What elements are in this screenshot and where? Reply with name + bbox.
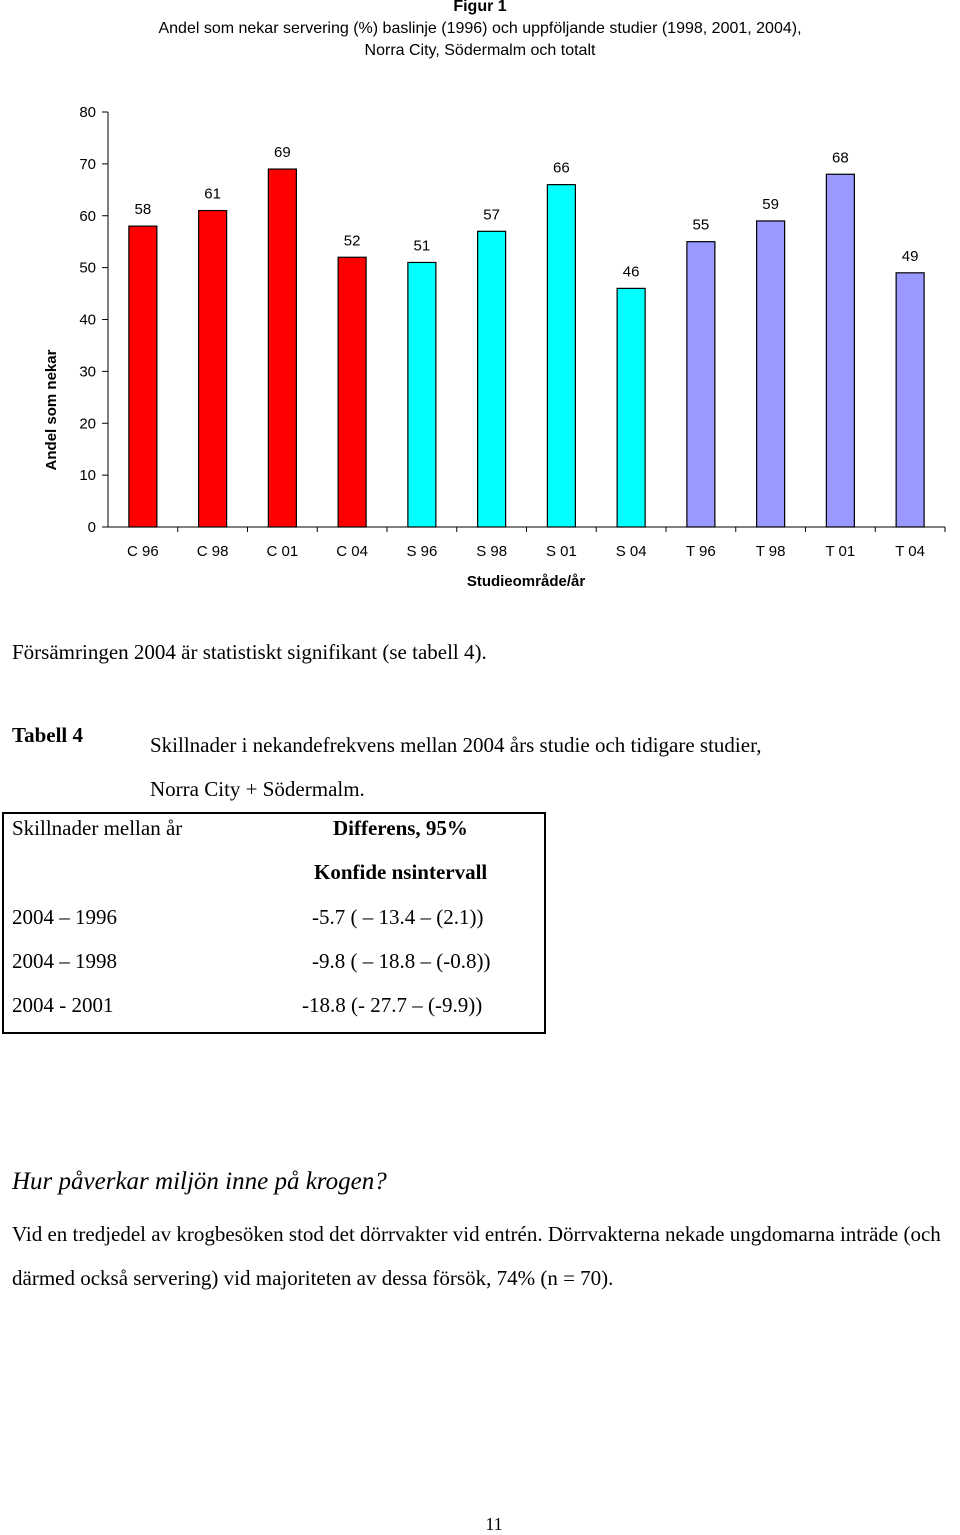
y-tick-label: 0 xyxy=(87,519,96,536)
bar xyxy=(687,242,715,527)
bar-chart xyxy=(0,95,960,605)
y-tick-label: 10 xyxy=(79,467,96,485)
bar xyxy=(757,221,785,527)
x-tick-label: S 01 xyxy=(545,543,577,560)
row-diff: -9.8 ( – 18.8 – (-0.8)) xyxy=(312,949,491,973)
data-labels xyxy=(135,144,919,280)
x-tick-label: T 96 xyxy=(686,543,716,560)
data-label: 49 xyxy=(901,247,919,265)
figure-title-line1: Andel som nekar servering (%) baslinje (1996) och uppföljande studier (1998, 2001, 2004), xyxy=(158,20,802,37)
y-tick-label: 70 xyxy=(79,155,96,173)
data-label: 69 xyxy=(274,144,291,162)
bar xyxy=(129,226,157,527)
x-tick-label: T 04 xyxy=(895,543,925,560)
data-label: 52 xyxy=(343,232,361,250)
data-label: 51 xyxy=(413,237,431,255)
data-label: 58 xyxy=(134,201,152,219)
y-tick-label: 50 xyxy=(79,259,96,277)
bar xyxy=(826,174,854,527)
bars xyxy=(129,169,924,527)
data-label: 59 xyxy=(762,195,779,213)
y-axis-title: Andel som nekar xyxy=(43,349,60,471)
x-tick-label: C 04 xyxy=(336,543,368,560)
section-text: Vid en tredjedel av krogbesöken stod det dörrvakter vid entrén. Dörrvakterna nekade ungdomarna inträde (och därmed också servering) vid majoriteten av dessa försök, 74% (n = 70). xyxy=(12,1222,941,1290)
x-tick-label: C 98 xyxy=(196,543,229,560)
data-label: 66 xyxy=(553,159,570,177)
page-number: 11 xyxy=(485,1514,503,1534)
figure-label: Figur 1 xyxy=(453,0,507,15)
bar xyxy=(408,262,436,527)
y-tick-label: 40 xyxy=(79,311,96,329)
data-label: 68 xyxy=(832,149,849,167)
figure-title-line2: Norra City, Södermalm och totalt xyxy=(364,42,596,59)
x-tick-label: S 98 xyxy=(476,543,508,560)
row-diff: -18.8 (- 27.7 – (-9.9)) xyxy=(302,993,483,1017)
data-label: 57 xyxy=(483,206,500,224)
y-tick-label: 20 xyxy=(79,415,96,433)
row-years: 2004 – 1996 xyxy=(12,905,117,929)
bar xyxy=(199,211,227,527)
y-tick-label: 80 xyxy=(79,104,96,121)
section-heading: Hur påverkar miljön inne på krogen? xyxy=(12,1168,387,1195)
header-years: Skillnader mellan år xyxy=(12,816,183,840)
table-caption xyxy=(150,723,761,811)
difference-table xyxy=(2,812,546,1034)
x-tick-label: C 96 xyxy=(127,543,159,560)
header-diff-line2: Konfide nsintervall xyxy=(314,860,488,884)
row-years: 2004 - 2001 xyxy=(12,993,114,1017)
data-label: 46 xyxy=(622,263,640,281)
y-tick-label: 30 xyxy=(79,363,96,381)
x-tick-label: S 96 xyxy=(406,543,438,560)
data-label: 61 xyxy=(204,185,221,203)
x-tick-label: C 01 xyxy=(266,543,299,560)
data-label: 55 xyxy=(692,216,710,234)
y-axis xyxy=(79,104,108,536)
significance-note: Försämringen 2004 är statistiskt signifikant (se tabell 4). xyxy=(12,640,487,664)
x-tick-label: S 04 xyxy=(615,543,647,560)
row-diff: -5.7 ( – 13.4 – (2.1)) xyxy=(312,905,484,929)
x-tick-label: T 98 xyxy=(755,543,786,560)
bar xyxy=(547,185,575,527)
header-diff-line1: Differens, 95% xyxy=(333,816,468,840)
bar xyxy=(478,231,506,527)
table-caption-line1: Skillnader i nekandefrekvens mellan 2004 års studie och tidigare studier, xyxy=(150,733,762,757)
x-tick-label: T 01 xyxy=(825,543,856,560)
bar xyxy=(617,288,645,527)
bar xyxy=(896,273,924,527)
table-label: Tabell 4 xyxy=(12,723,83,747)
bar xyxy=(268,169,296,527)
y-tick-label: 60 xyxy=(79,207,96,225)
row-years: 2004 – 1998 xyxy=(12,949,117,973)
x-axis-title: Studieområde/år xyxy=(466,573,586,590)
table-caption-line2: Norra City + Södermalm. xyxy=(150,777,365,801)
x-axis xyxy=(108,527,945,560)
bar xyxy=(338,257,366,527)
